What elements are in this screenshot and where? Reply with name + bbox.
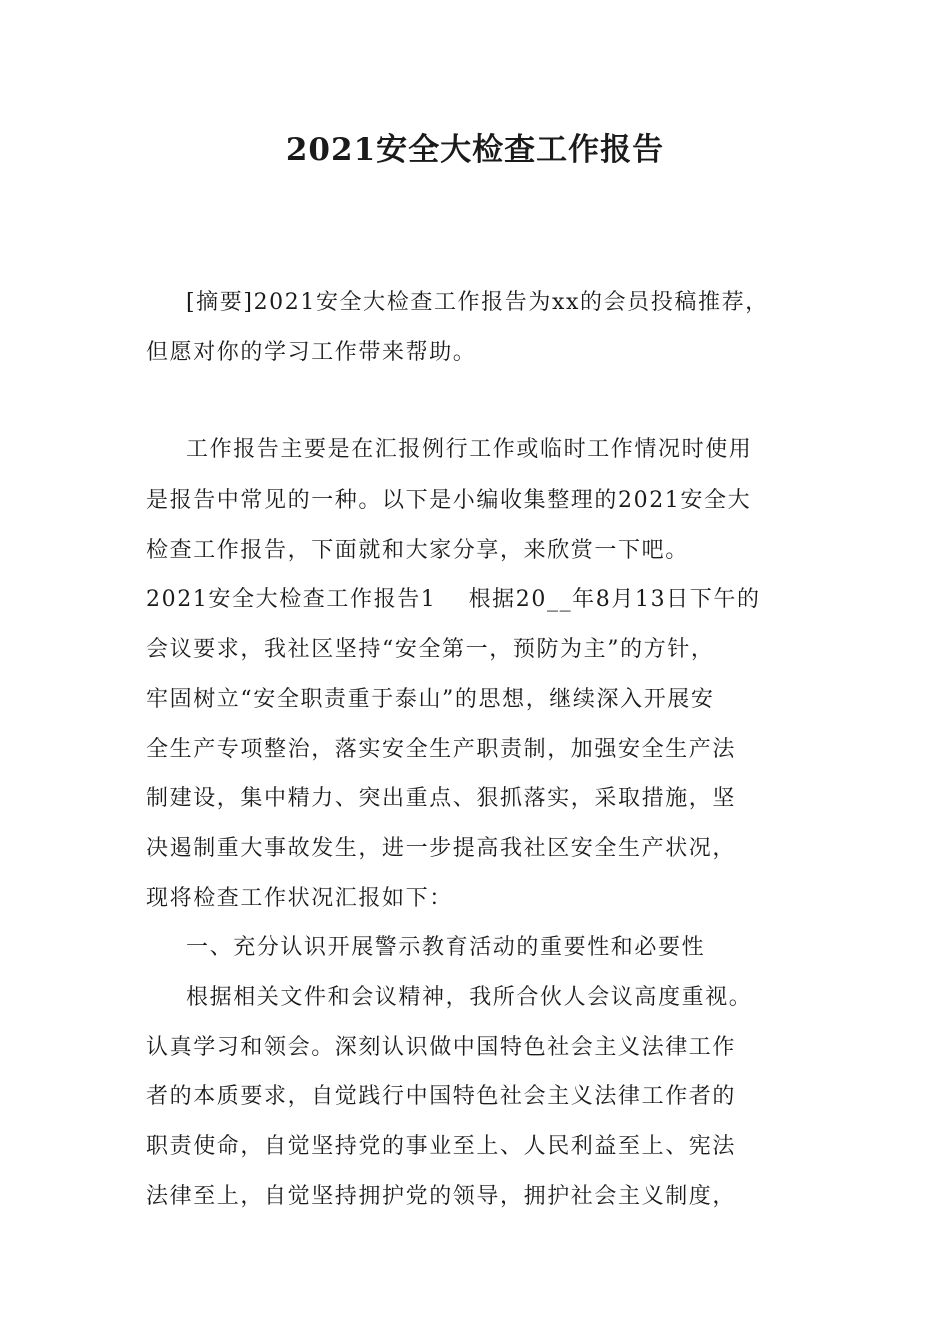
- abstract-line-2: 但愿对你的学习工作带来帮助。: [146, 340, 477, 365]
- section-heading-1: 一、充分认识开展警示教育活动的重要性和必要性: [186, 935, 706, 960]
- section-line-1: 根据相关文件和会议精神，我所合伙人会议高度重视。: [186, 985, 753, 1010]
- section-line-3: 者的本质要求，自觉践行中国特色社会主义法律工作者的: [146, 1084, 737, 1109]
- intro-line-1: 工作报告主要是在汇报例行工作或临时工作情况时使用: [186, 437, 753, 462]
- body-line-1: 2021安全大检查工作报告1 根据20__年8月13日下午的: [146, 587, 761, 612]
- section-line-4: 职责使命，自觉坚持党的事业至上、人民利益至上、宪法: [146, 1134, 737, 1159]
- body-line-2: 会议要求，我社区坚持“安全第一，预防为主”的方针，: [146, 637, 715, 662]
- body-line-3: 牢固树立“安全职责重于泰山”的思想，继续深入开展安: [146, 687, 715, 712]
- section-line-2: 认真学习和领会。深刻认识做中国特色社会主义法律工作: [146, 1035, 737, 1060]
- intro-line-2: 是报告中常见的一种。以下是小编收集整理的2021安全大: [146, 488, 752, 513]
- body-line-7: 现将检查工作状况汇报如下：: [146, 886, 453, 911]
- section-line-5: 法律至上，自觉坚持拥护党的领导，拥护社会主义制度，: [146, 1184, 737, 1209]
- document-title: 2021安全大检查工作报告: [285, 132, 665, 168]
- body-line-4: 全生产专项整治，落实安全生产职责制，加强安全生产法: [146, 737, 737, 762]
- body-line-5: 制建设，集中精力、突出重点、狠抓落实，采取措施，坚: [146, 786, 737, 811]
- body-line-6: 决遏制重大事故发生，进一步提高我社区安全生产状况，: [146, 836, 737, 861]
- abstract-line-1: [摘要]2021安全大检查工作报告为xx的会员投稿推荐，: [186, 290, 769, 315]
- intro-line-3: 检查工作报告，下面就和大家分享，来欣赏一下吧。: [146, 538, 689, 563]
